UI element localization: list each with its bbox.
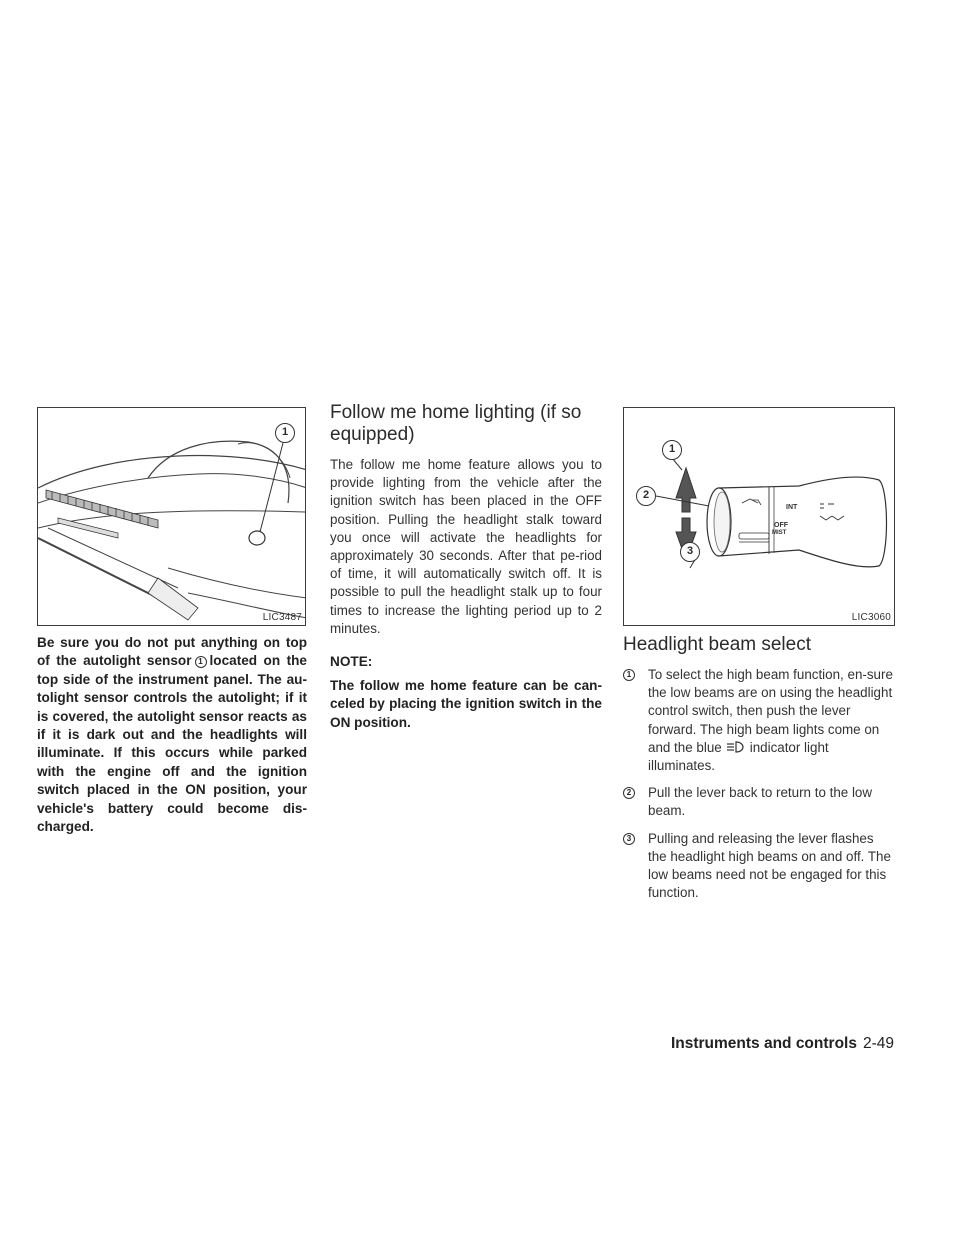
autolight-sensor — [249, 531, 265, 545]
item-text: To select the high beam function, en-sure the low beams are on using the headlight control switch, then push the lever forward. The high beam lights come on and the blue — [648, 667, 893, 755]
stalk-label-int: INT — [786, 504, 798, 511]
high-beam-icon — [725, 741, 747, 753]
warning-text-part1: Be sure you do not put anything on top of the autolight sensor — [37, 635, 307, 669]
figure-code: LIC3487 — [262, 612, 302, 623]
warning-text — [37, 634, 307, 836]
beam-select-heading: Headlight beam select — [623, 634, 811, 655]
autolight-warning — [37, 634, 307, 836]
stalk-label-mist: MIST — [772, 530, 787, 536]
stalk-label-off: OFF — [774, 522, 788, 529]
item-text-cont: indicator light illuminates. — [648, 739, 829, 774]
figure-callout-3: 3 — [680, 542, 700, 562]
warning-text-part2: located on the top side of the instrument panel. The au-tolight sensor controls the autolight; if it is covered, the autolight sensor reacts as if it is dark out and the headlights will illuminate. If this occurs while parked with the engine off and the ignition switch placed in the ON position, your vehicle's battery could become dis-charged. — [37, 653, 307, 835]
item-number: 2 — [623, 787, 635, 799]
autolight-sensor-figure — [37, 407, 306, 626]
dashboard-illustration — [38, 408, 306, 626]
headlight-stalk-figure — [623, 407, 895, 626]
figure-callout-1: 1 — [275, 423, 295, 443]
item-text: Pull the lever back to return to the low beam. — [648, 785, 873, 819]
figure-code: LIC3060 — [851, 612, 891, 623]
footer-page-number: 2-49 — [862, 1035, 894, 1052]
footer-section-title: Instruments and controls — [670, 1035, 857, 1052]
beam-select-section — [623, 634, 895, 911]
arrow-up-icon — [676, 468, 696, 512]
list-item — [623, 784, 895, 820]
follow-me-home-body: The follow me home feature allows you to provide lighting from the vehicle after the ignition switch has been placed in the OFF position. Pulling the headlight stalk toward you once will activate the headlights for approximately 30 seconds. After that pe-riod of time, it will automatically switch off. It is possible to pull the headlight stalk up to four times to increase the lighting period up to 2 minutes. — [330, 457, 602, 636]
list-item — [623, 830, 895, 903]
list-item — [623, 666, 895, 775]
item-number: 1 — [623, 669, 635, 681]
note-label: NOTE: — [330, 654, 373, 670]
stalk-illustration — [624, 408, 895, 626]
follow-me-home-heading: Follow me home lighting (if so equipped) — [330, 402, 582, 445]
follow-me-home-section — [330, 402, 602, 732]
page-footer — [671, 1035, 894, 1053]
figure-callout-1: 1 — [662, 440, 682, 460]
figure-callout-2: 2 — [636, 486, 656, 506]
item-number: 3 — [623, 833, 635, 845]
note-text: The follow me home feature can be can-celed by placing the ignition switch in the ON position. — [330, 678, 602, 730]
warning-callout: 1 — [195, 656, 207, 668]
item-text: Pulling and releasing the lever flashes the headlight high beams on and off. The low beams need not be engaged for this function. — [648, 830, 891, 901]
